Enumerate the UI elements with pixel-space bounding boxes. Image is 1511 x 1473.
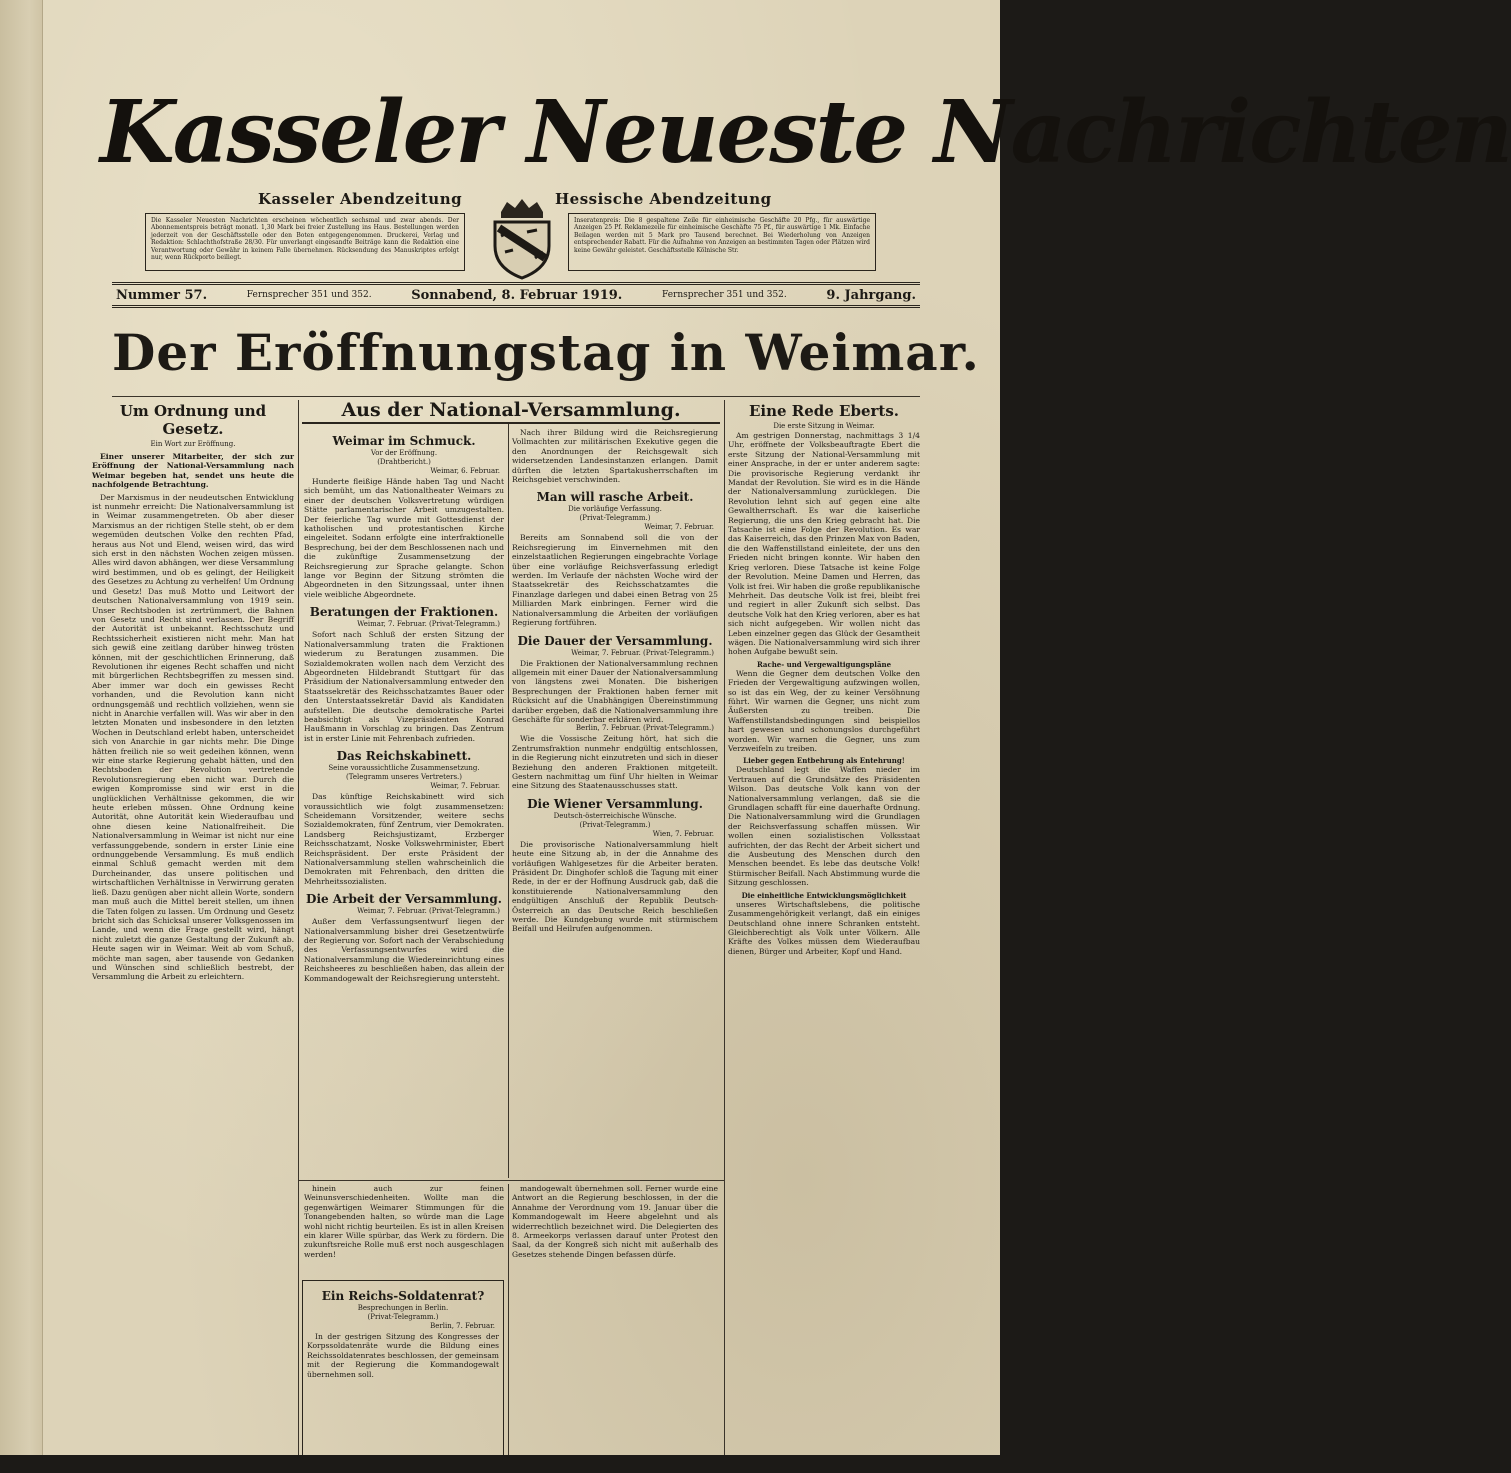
article-subhead-entbehrung: Lieber gegen Entbehrung als Entehrung! [743, 756, 905, 766]
subscription-notice: Die Kasseler Neuesten Nachrichten erscheinen wöchentlich sechsmal und zwar abends. Der Abonnementspreis beträgt monatl. 1,30 Mark bei freier Zustellung ins Haus. Bestellungen werden jederzeit von der Geschäftsstelle oder den Boten entgegengenommen. Druckerei, Verlag und Redaktion: Schlachthofstraße 28/30. Für unverlangt eingesandte Beiträge kann die Redaktion eine Verantwortung oder Gewähr in keinem Falle übernehmen. Rücksendung des Manuskriptes erfolgt nur, wenn Rückporto beiliegt. [145, 213, 465, 271]
issue-date: Sonnabend, 8. Februar 1919. [411, 287, 623, 303]
article-heading-arbeit: Die Arbeit der Versammlung. [306, 892, 502, 907]
masthead-subtitle-left: Kasseler Abendzeitung [258, 190, 463, 208]
dateline-wiener: Wien, 7. Februar. [652, 829, 714, 838]
article-body-entwicklung: unseres Wirtschaftslebens, die politische Zusammengehörigkeit verlangt, daß ein einiges Deutschland ohne innere Schranken entsteht. Gleichberechtigt als Volk unter Völkern. Alle Kräfte des Volkes müssen dem Wiederaufbau dienen, Bürger und Arbeiter, Kopf und Hand. [728, 899, 920, 956]
soldatenrat-box [302, 1280, 504, 1460]
article-sub2-wiener: (Privat-Telegramm.) [579, 820, 651, 829]
section-heading-nationalversammlung: Aus der National-Versammlung. [302, 398, 720, 424]
article-sub2-reichskabinett: (Telegramm unseres Vertreters.) [346, 773, 462, 782]
article-heading-reichskabinett: Das Reichskabinett. [336, 749, 472, 764]
article-body-ebert: Am gestrigen Donnerstag, nachmittags 3 1/4 Uhr, eröffnete der Volksbeauftragte Ebert die erste Sitzung der National-Versammlung mit einer Ansprache, in der er unter anderem sagte: Die provisorische Regierung verdankt ihr Mandat der Revolution. Sie wird es in die Hände der Nationalversammlung zurücklegen. Die Revolution lehnt sich auf gegen eine alte Gewaltherrschaft. Es war die kaiserliche Regierung, die uns den Krieg gebracht hat. Die Tatsache ist eine Folge der Revolution. Es war das Kaiserreich, das den Prinzen Max von Baden, die den Waffenstillstand einleitete, der uns den Frieden nicht bringen konnte. Wir haben den Krieg verloren. Diese Tatsache ist keine Folge der Revolution. Meine Damen und Herren, das Volk ist frei. Wir haben die große republikanische Mehrheit. Das deutsche Volk ist frei, bleibt frei und regiert in aller Zukunft sich selbst. Das deutsche Volk hat den Krieg verloren, aber es hat sich nicht aufgegeben. Wir wollen nicht das Leben einzelner gegen das Glück der Gesamtheit wägen. Die Nationalversammlung wird sich ihrer hohen Aufgabe bewußt sein. [728, 431, 920, 657]
article-body-rache: Wenn die Gegner dem deutschen Volke den Frieden der Vergewaltigung aufzwingen wollen, so ist das ein Weg, der zu keiner Versöhnung führt. Wir warnen die Gegner, uns nicht zum Äußersten zu treiben. Die Waffenstillstandsbedingungen sind beispiellos hart gewesen und schonungslos durchgeführt worden. Wir warnen die Gegner, uns zum Verzweifeln zu treiben. [728, 668, 920, 753]
article-body-fraktionen: Sofort nach Schluß der ersten Sitzung der Nationalversammlung traten die Fraktionen wiederum zu Beratungen zusammen. Die Sozialdemokraten wollen nach dem Verzicht des Abgeordneten Hildebrandt Stuttgart für das Präsidium der Nationalversammlung entweder den Staatssekretär des Reichsschatzamtes Bauer oder den Unterstaatssekretär David als Kandidaten aufstellen. Die deutsche demokratische Partei beabsichtigt als Vizepräsidenten Konrad Haußmann in Vorschlag zu bringen. Das Zentrum ist in erster Linie mit Fehrenbach zufrieden. [304, 630, 504, 743]
article-body-arbeit: Außer dem Verfassungsentwurf liegen der Nationalversammlung bisher drei Gesetzentwürfe der Regierung vor. Sofort nach der Verabschiedung des Verfassungsentwurfes wird die Nationalversammlung die Wiedereinrichtung eines Reichsheeres zu beschließen haben, das allein der Kommandogewalt der Reichsregierung untersteht. [304, 917, 504, 983]
column-2 [304, 428, 504, 1178]
article-heading-fraktionen: Beratungen der Fraktionen. [309, 605, 499, 620]
article-heading-ordnung: Um Ordnung und Gesetz. [119, 402, 267, 438]
article-heading-dauer: Die Dauer der Versammlung. [517, 633, 713, 648]
dateline-arbeit: Weimar, 7. Februar. (Privat-Telegramm.) [357, 907, 500, 916]
page-bottom-edge [0, 1455, 1000, 1473]
dateline-schmuck: Weimar, 6. Februar. [430, 467, 500, 475]
column-1 [92, 400, 294, 1460]
article-body-rasche-arbeit: Bereits am Sonnabend soll die von der Reichsregierung im Einvernehmen mit den einzelstaatlichen Regierungen eingebrachte Vorlage über eine vorläufige Reichsverfassung erledigt werden. Im Verlaufe der nächsten Woche wird der Staatssekretär des Reichsschatzamtes die Finanzlage darlegen und dabei einen Betrag von 25 Milliarden Mark einbringen. Ferner wird die Nationalversammlung die Arbeiten der vorläufigen Regierung fortführen. [512, 533, 718, 628]
issue-number: Nummer 57. [116, 287, 208, 303]
article-sub-schmuck: Vor der Eröffnung. [370, 449, 438, 457]
article-heading-schmuck: Weimar im Schmuck. [332, 434, 476, 448]
article-sub2-schmuck: (Drahtbericht.) [377, 458, 431, 466]
article-sub-wiener: Deutsch-österreichische Wünsche. [553, 811, 677, 820]
article-body-dauer-berlin: Wie die Vossische Zeitung hört, hat sich die Zentrumsfraktion nunmehr endgültig entschlossen, in die Regierung nicht einzutreten und sich in dieser Beziehung den anderen Fraktionen mitgeteilt. Gestern nachmittag um fünf Uhr hielten in Weimar eine Sitzung des Staatenausschusses statt. [512, 734, 718, 791]
article-subheading-ebert: Die erste Sitzung in Weimar. [773, 422, 875, 430]
column-rule-bottom [508, 1184, 509, 1460]
phone-right: Fernsprecher 351 und 352. [661, 290, 787, 300]
dateline-rasche-arbeit: Weimar, 7. Februar. [644, 523, 714, 532]
masthead-title: Kasseler Neueste Nachrichten [100, 82, 1511, 183]
masthead-subtitle-right: Hessische Abendzeitung [555, 190, 772, 208]
article-body-soldatenrat: In der gestrigen Sitzung des Kongresses der Korpssoldatenräte wurde die Bildung eines Reichssoldatenrates beschlossen, der gemeinsam mit der Regierung die Kommandogewalt übernehmen soll. [307, 1332, 499, 1379]
column-4 [728, 400, 920, 1460]
article-heading-rasche-arbeit: Man will rasche Arbeit. [536, 490, 694, 505]
article-subhead-entwicklung: Die einheitliche Entwicklungsmöglichkeit [741, 890, 907, 900]
article-body-ordnung: Der Marxismus in der neudeutschen Entwicklung ist nunmehr erreicht: Die Nationalversammlung ist in Weimar zusammengetreten. Ob aber dieser Marxismus an der richtigen Stelle steht, ob er dem wegemüden deutschen Volke den rechten Pfad, heraus aus Not und Elend, weisen wird, das wird sich erst in den nächsten Wochen zeigen müssen. Alles wird davon abhängen, wer diese Versammlung wird bestimmen, und ob es gelingt, der Heiligkeit des Gesetzes zu Achtung zu verhelfen! Um Ordnung und Gesetz! Das muß Motto und Leitwort der deutschen Nationalversammlung von 1919 sein. Unser Rechtsboden ist zertrümmert, die Bahnen von Gesetz und Recht sind verlassen. Der Begriff der Autorität ist unbekannt. Rechtsschutz und Rechtssicherheit existieren nicht mehr. Man hat sich gewiß eine zeitlang darüber hinweg trösten können, mit der geschichtlichen Erinnerung, daß Revolutionen ihr eigenes Recht schaffen und nicht mit bürgerlichen Rechtsbegriffen zu messen sind. Aber immer war doch ein gewisses Recht vorhanden, und die Revolution kann nicht ordnungsgemäß und rechtlich vollziehen, wenn sie nicht in Anarchie verfallen will. Was wir aber in den letzten Monaten und insbesondere in den letzten Wochen in Deutschland erlebt haben, unterscheidet sich von Anarchie in gar nichts mehr. Die Dinge hätten freilich nie so weit gedeihen können, wenn wir eine starke Regierung gehabt hätten, und den Rechtsboden der Revolution vertretende Revolutionsregierung eben nicht war. Durch die ewigen Kompromisse sind wir erst in die unglücklichen Verhältnisse gekommen, die wir heute erleben müssen. Ohne Ordnung keine Autorität, ohne Autorität kein Wiederaufbau und ohne diesen keine Nationalfreiheit. Die Nationalversammlung in Weimar ist nicht nur eine verfassunggebende, sondern in erster Linie eine ordnunggebende Versammlung. Es muß endlich einmal Schluß gemacht werden mit dem Durcheinander, das unsere politischen und wirtschaftlichen Verhältnisse in Verwirrung geraten ließ. Dazu genügen aber nicht allein Worte, sondern man muß auch die Mittel bereit stellen, um ihnen die Taten folgen zu lassen. Um Ordnung und Gesetz bricht sich das Schicksal unserer Volksgenossen im Lande, und wenn die Frage gestellt wird, hängt nicht zuletzt die ganze Gestaltung der Zukunft ab. Heute sagen wir in Weimar. Weit ab vom Schuß, möchte man sagen, aber tausende von Gedanken und Wünschen sind schließlich bestrebt, der Versammlung die Arbeit zu erleichtern. [92, 492, 294, 982]
article-heading-ebert: Eine Rede Eberts. [748, 402, 900, 420]
dateline-soldatenrat: Berlin, 7. Februar. [430, 1322, 495, 1330]
issue-info-bar [112, 282, 920, 308]
phone-left: Fernsprecher 351 und 352. [246, 290, 372, 300]
bottom-left-text [304, 1184, 504, 1274]
article-subheading-ordnung: Ein Wort zur Eröffnung. [150, 440, 236, 448]
article-sub2-rasche-arbeit: (Privat-Telegramm.) [579, 514, 651, 523]
column-rule-2 [508, 424, 509, 1178]
soldatenrat-box-content [303, 1281, 503, 1459]
article-body-entbehrung: Deutschland legt die Waffen nieder im Vertrauen auf die Grundsätze des Präsidenten Wilson. Das deutsche Volk kann von der Nationalversammlung verlangen, daß sie die Grundlagen schafft für eine dauerhafte Ordnung. Die Nationalversammlung wird die Grundlagen der Reichsverfassung schaffen müssen. Wir wollen einen sozialistischen Volksstaat aufrichten, der das Recht der Arbeit sichert und die Ausbeutung des Menschen durch den Menschen beendet. Es lebe das deutsche Volk! Stürmischer Beifall. Nach Abstimmung wurde die Sitzung geschlossen. [728, 765, 920, 888]
dateline-dauer-berlin: Berlin, 7. Februar. (Privat-Telegramm.) [575, 724, 714, 733]
advertising-notice: Inseratenpreis: Die 8 gespaltene Zeile für einheimische Geschäfte 20 Pfg., für auswärtige Anzeigen 25 Pf. Reklamezeile für einheimische Geschäfte 75 Pf., für auswärtige 1 Mk. Einfache Beilagen werden mit 5 Mark pro Tausend berechnet. Bei Wiederholung von Anzeigen entsprechender Rabatt. Für die Aufnahme von Anzeigen an bestimmten Tagen oder Plätzen wird keine Gewähr geleistet. Geschäftsstelle Kölnische Str. [568, 213, 876, 271]
article-subhead-rache: Rache- und Vergewaltigungspläne [756, 659, 892, 669]
article-body-wiener: Die provisorische Nationalversammlung hielt heute eine Sitzung ab, in der die Annahme des vorläufigen Wahlgesetzes für die Arbeiter beraten. Präsident Dr. Dinghofer schloß die Tagung mit einer Rede, in der er der Hoffnung Ausdruck gab, daß die konstituierende Nationalversammlung den endgültigen Anschluß der Republik Deutsch-Österreich an das Deutsche Reich beschließen werde. Die Kundgebung wurde mit stürmischem Beifall und Heilrufen aufgenommen. [512, 839, 718, 934]
page-fold-strip [0, 0, 43, 1473]
article-heading-wiener: Die Wiener Versammlung. [527, 796, 703, 811]
article-sub-rasche-arbeit: Die vorläufige Verfassung. [568, 505, 662, 514]
column-3 [512, 428, 718, 1178]
article-sub-soldatenrat: Besprechungen in Berlin. [357, 1304, 449, 1312]
issue-volume: 9. Jahrgang. [826, 287, 916, 303]
article-body-schmuck: Hunderte fleißige Hände haben Tag und Nacht sich bemüht, um das Nationaltheater Weimars zu einer der deutschen Volksvertretung würdigen Stätte parlamentarischer Arbeit umzugestalten. Der feierliche Tag wurde mit Gottesdienst der katholischen und protestantischen Kirche eingeleitet. Sodann erfolgte eine interfraktionelle Besprechung, bei der dem Beschlossenen nach und die zukünftige Zusammensetzung der Reichsregierung zur Sprache gelangte. Schon lange vor Beginn der Sitzung strömten die Abgeordneten in den Sitzungssaal, unter ihnen viele weibliche Abgeordnete. [304, 477, 504, 599]
main-headline: Der Eröffnungstag in Weimar. [112, 323, 980, 382]
bottom-section-rule [298, 1180, 724, 1181]
article-body-reichskabinett: Das künftige Reichskabinett wird sich voraussichtlich wie folgt zusammensetzen: Scheidemann Vorsitzender, weitere sechs Sozialdemokraten, fünf Zentrum, vier Demokraten. Landsberg Reichsjustizamt, Erzberger Reichsschatzamt, Noske Volkswehrminister, Ebert Reichspräsident. Der erste Präsident der Nationalversammlung stellen wahrscheinlich die Demokraten mit Fehrenbach, den dritten die Mehrheitssozialisten. [304, 792, 504, 886]
article-body-dauer: Die Fraktionen der Nationalversammlung rechnen allgemein mit einer Dauer der Nationalversammlung von längstens zwei Monaten. Die bisherigen Besprechungen der Fraktionen haben ferner mit Rücksicht auf die Unabhängigen Übereinstimmung darüber ergeben, daß die Nationalversammlung ihre Geschäfte für sonderbar erklären wird. [512, 658, 718, 724]
dateline-dauer: Weimar, 7. Februar. (Privat-Telegramm.) [571, 648, 714, 657]
article-body-continued: Nach ihrer Bildung wird die Reichsregierung Vollmachten zur militärischen Exekutive gegen die den Anordnungen der Reichsgewalt sich widersetzenden Landesinstanzen erlangen. Damit dürften die letzten Spartakusherrschaften im Reichsgebiet verschwinden. [512, 428, 718, 485]
article-lead-ordnung: Einer unserer Mitarbeiter, der sich zur Eröffnung der National-Versammlung nach Weimar begeben hat, sendet uns heute die nachfolgende Betrachtung. [92, 452, 294, 490]
column-rule-1 [298, 400, 299, 1460]
dateline-reichskabinett: Weimar, 7. Februar. [430, 782, 500, 791]
coat-of-arms-icon [487, 196, 557, 280]
article-body-soldatenrat-continued: mandogewalt übernehmen soll. Ferner wurde eine Antwort an die Regierung beschlossen, in der die Annahme der Verordnung vom 19. Januar über die Kommandogewalt im Heere abgelehnt und als widerrechtlich bezeichnet wird. Die Delegierten des 8. Armeekorps verlassen darauf unter Protest den Saal, da der Kongreß sich nicht mit außerhalb des Gesetzes stehende Dingen befassen dürfe. [512, 1184, 718, 1259]
article-body-weimar-stimmung: hinein auch zur feinen Weinunsverschiedenheiten. Wollte man die gegenwärtigen Weimarer Stimmungen für die Tonangebenden halten, so würde man die Lage wohl nicht richtig beurteilen. Es ist in allen Kreisen ein klarer Wille spürbar, das Werk zu fördern. Die zukunftsreiche Rolle muß erst noch ausgeschlagen werden! [304, 1184, 504, 1259]
headline-rule [112, 396, 920, 397]
column-rule-3 [724, 400, 725, 1460]
article-sub-reichskabinett: Seine voraussichtliche Zusammensetzung. [328, 764, 480, 773]
article-sub2-soldatenrat: (Privat-Telegramm.) [367, 1313, 439, 1321]
article-heading-soldatenrat: Ein Reichs-Soldatenrat? [321, 1289, 485, 1303]
dateline-fraktionen: Weimar, 7. Februar. (Privat-Telegramm.) [357, 620, 500, 629]
bottom-right-text [512, 1184, 718, 1460]
